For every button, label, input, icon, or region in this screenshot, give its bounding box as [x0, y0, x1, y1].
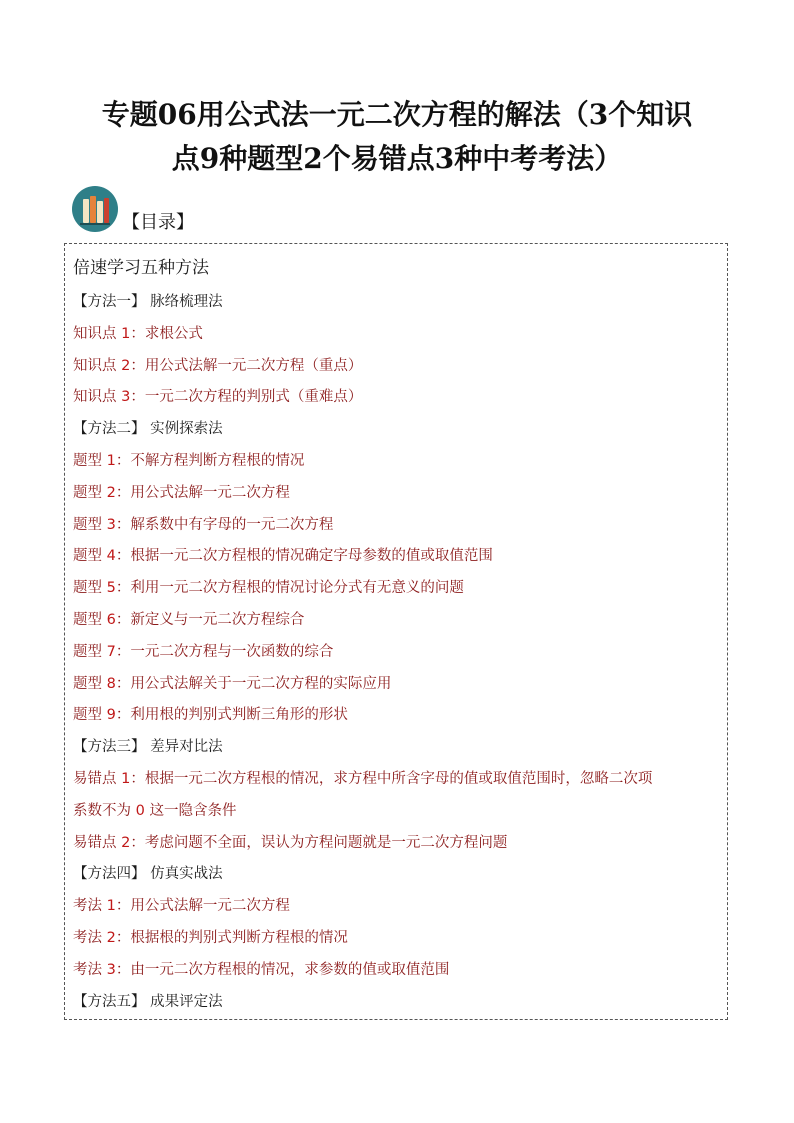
toc-method-heading[interactable]: 【方法三】 差异对比法	[73, 739, 223, 756]
toc-item-prefix: 知识点	[73, 357, 122, 374]
toc-item-prefix: 题型	[73, 612, 107, 628]
toc-item-text: ：根据一元二次方程根的情况，求方程中所含字母的值或取值范围时，忽略二次项	[130, 771, 653, 787]
toc-item-number: 1	[106, 453, 116, 469]
toc-item-prefix: 系数不为	[73, 802, 136, 819]
toc-item-number: 2	[121, 834, 131, 851]
toc-item[interactable]	[73, 928, 348, 948]
toc-item-prefix: 考法	[73, 961, 107, 978]
toc-item-text: ：用公式法解关于一元二次方程的实际应用	[115, 675, 392, 692]
toc-item-number: 9	[106, 707, 116, 724]
toc-method-heading[interactable]: 【方法一】 脉络梳理法	[73, 294, 223, 310]
toc-item-text: ：不解方程判断方程根的情况	[115, 453, 305, 469]
toc-method-heading[interactable]: 【方法四】 仿真实战法	[73, 866, 223, 883]
toc-item-prefix: 考法	[73, 898, 107, 915]
toc-item-number: 2	[106, 930, 116, 946]
toc-item-text: ：用公式法解一元二次方程	[115, 898, 290, 915]
toc-heading: 倍速学习五种方法	[73, 258, 209, 278]
toc-item-number: 1	[106, 898, 116, 915]
toc-item-text: ：利用根的判别式判断三角形的形状	[115, 707, 348, 724]
toc-item-prefix: 易错点	[73, 834, 122, 851]
document-title-line-2: 点9种题型2个易错点3种中考考法）	[171, 142, 623, 175]
toc-item[interactable]	[73, 515, 333, 535]
toc-item-text: ：新定义与一元二次方程综合	[115, 612, 305, 628]
table-of-contents	[64, 243, 728, 1020]
toc-item-prefix: 易错点	[73, 771, 122, 787]
toc-item-text: ：利用一元二次方程根的情况讨论分式有无意义的问题	[115, 580, 464, 597]
toc-item[interactable]	[73, 578, 464, 598]
toc-item-prefix: 题型	[73, 548, 107, 565]
toc-item-number: 3	[106, 961, 116, 978]
toc-item[interactable]	[73, 356, 362, 376]
toc-item-number: 1	[121, 325, 131, 342]
toc-item-number: 2	[121, 357, 131, 374]
toc-item-prefix: 知识点	[73, 389, 122, 406]
toc-item-text: ：用公式法解一元二次方程	[115, 484, 290, 501]
toc-item-text: ：一元二次方程与一次函数的综合	[115, 643, 334, 660]
toc-item-text: 这一隐含条件	[144, 802, 237, 819]
toc-item-number: 1	[121, 771, 131, 787]
toc-item-text: ：根据一元二次方程根的情况确定字母参数的值或取值范围	[115, 548, 493, 565]
toc-item-text: ：由一元二次方程根的情况，求参数的值或取值范围	[115, 961, 450, 978]
toc-item-prefix: 题型	[73, 707, 107, 724]
toc-item-number: 5	[106, 580, 116, 597]
toc-item[interactable]	[73, 960, 449, 980]
toc-item-number: 2	[106, 484, 116, 501]
toc-item-prefix: 题型	[73, 643, 107, 660]
toc-item[interactable]	[73, 610, 304, 630]
toc-item-number: 8	[106, 675, 116, 692]
toc-item[interactable]	[73, 483, 290, 503]
toc-item-prefix: 题型	[73, 580, 107, 597]
toc-item-text: ：解系数中有字母的一元二次方程	[115, 516, 334, 533]
toc-item-prefix: 题型	[73, 675, 107, 692]
toc-item[interactable]	[73, 546, 493, 566]
toc-item[interactable]	[73, 833, 507, 853]
toc-item-number: 3	[121, 389, 131, 406]
toc-item[interactable]	[73, 451, 304, 471]
toc-item-number: 0	[135, 802, 145, 819]
toc-item[interactable]	[73, 705, 348, 725]
toc-item-text: ：考虑问题不全面，误认为方程问题就是一元二次方程问题	[130, 834, 508, 851]
toc-item[interactable]	[73, 642, 333, 662]
toc-item-text: ：求根公式	[130, 325, 203, 342]
toc-item-number: 7	[106, 643, 116, 660]
toc-header	[72, 182, 194, 232]
toc-item-number: 4	[106, 548, 116, 565]
toc-item-text: ：根据根的判别式判断方程根的情况	[115, 930, 348, 946]
toc-item[interactable]	[73, 674, 391, 694]
toc-method-heading[interactable]: 【方法五】 成果评定法	[73, 993, 223, 1010]
toc-item[interactable]	[73, 769, 652, 789]
toc-label: 【目录】	[122, 212, 194, 233]
toc-item[interactable]	[73, 896, 290, 916]
toc-item-text: ：用公式法解一元二次方程（重点）	[130, 357, 363, 374]
toc-item-number: 6	[106, 612, 116, 628]
toc-item-prefix: 题型	[73, 453, 107, 469]
toc-item-number: 3	[106, 516, 116, 533]
toc-item-prefix: 题型	[73, 484, 107, 501]
toc-item-prefix: 考法	[73, 930, 107, 946]
toc-item[interactable]	[73, 801, 236, 821]
toc-item-prefix: 题型	[73, 516, 107, 533]
books-icon	[72, 186, 118, 232]
toc-item[interactable]	[73, 324, 203, 344]
document-title-line-1: 专题06用公式法一元二次方程的解法（3个知识	[101, 98, 693, 131]
toc-item[interactable]	[73, 387, 362, 407]
toc-item-text: ：一元二次方程的判别式（重难点）	[130, 389, 363, 406]
toc-item-prefix: 知识点	[73, 325, 122, 342]
toc-method-heading[interactable]: 【方法二】 实例探索法	[73, 421, 223, 438]
